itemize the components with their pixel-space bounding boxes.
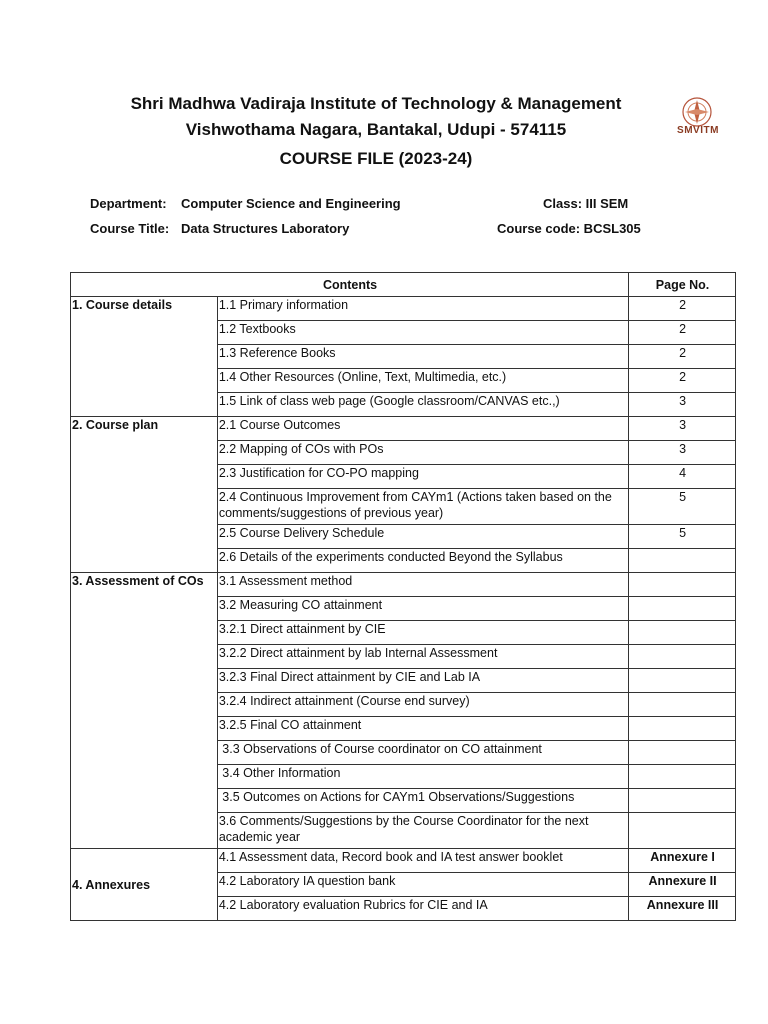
contents-item: 4.1 Assessment data, Record book and IA test answer booklet <box>217 849 628 873</box>
contents-item: 4.2 Laboratory IA question bank <box>217 873 628 897</box>
contents-item: 3.6 Comments/Suggestions by the Course Coordinator for the next academic year <box>217 813 628 849</box>
page-number: 3 <box>629 441 736 465</box>
contents-item: 2.4 Continuous Improvement from CAYm1 (Actions taken based on the comments/suggestions of previous year) <box>217 489 628 525</box>
page-number <box>629 765 736 789</box>
table-row <box>71 417 736 441</box>
contents-item: 3.4 Other Information <box>217 765 628 789</box>
contents-item: 1.3 Reference Books <box>217 345 628 369</box>
contents-item: 1.4 Other Resources (Online, Text, Multimedia, etc.) <box>217 369 628 393</box>
contents-item: 3.2.2 Direct attainment by lab Internal Assessment <box>217 645 628 669</box>
page-number <box>629 789 736 813</box>
contents-item: 1.5 Link of class web page (Google classroom/CANVAS etc.,) <box>217 393 628 417</box>
page-number <box>629 813 736 849</box>
contents-item: 2.6 Details of the experiments conducted Beyond the Syllabus <box>217 549 628 573</box>
page-number: Annexure II <box>629 873 736 897</box>
table-row <box>71 573 736 597</box>
table-header-row <box>71 273 736 297</box>
contents-item: 3.2 Measuring CO attainment <box>217 597 628 621</box>
table-row <box>71 849 736 873</box>
page-number <box>629 621 736 645</box>
contents-item: 2.2 Mapping of COs with POs <box>217 441 628 465</box>
institute-address: Vishwothama Nagara, Bantakal, Udupi - 574115 <box>185 120 567 139</box>
department-value: Computer Science and Engineering <box>181 196 401 211</box>
page-number: 4 <box>629 465 736 489</box>
page-number: 2 <box>629 297 736 321</box>
page-number <box>629 717 736 741</box>
course-title-label: Course Title: <box>90 221 170 236</box>
page-number: 2 <box>629 321 736 345</box>
page-no-header: Page No. <box>629 273 736 297</box>
section-title: 3. Assessment of COs <box>71 573 218 849</box>
contents-item: 1.1 Primary information <box>217 297 628 321</box>
class-info: Class: III SEM <box>543 196 629 211</box>
department-label: Department: <box>90 196 167 211</box>
page-number: Annexure III <box>629 897 736 921</box>
contents-item: 3.5 Outcomes on Actions for CAYm1 Observations/Suggestions <box>217 789 628 813</box>
table-row <box>71 297 736 321</box>
contents-item: 3.2.4 Indirect attainment (Course end survey) <box>217 693 628 717</box>
page-number: Annexure I <box>629 849 736 873</box>
page-number <box>629 669 736 693</box>
institute-name: Shri Madhwa Vadiraja Institute of Technology & Management <box>130 94 622 113</box>
page-number <box>629 549 736 573</box>
contents-table <box>70 272 736 921</box>
logo-text: SMVITM <box>677 125 719 136</box>
page-number: 2 <box>629 369 736 393</box>
contents-item: 3.2.3 Final Direct attainment by CIE and Lab IA <box>217 669 628 693</box>
course-file-title: COURSE FILE (2023-24) <box>279 149 473 168</box>
section-title: 1. Course details <box>71 297 218 417</box>
contents-item: 2.3 Justification for CO-PO mapping <box>217 465 628 489</box>
page-number <box>629 597 736 621</box>
page-number: 3 <box>629 417 736 441</box>
contents-header: Contents <box>71 273 629 297</box>
page-number <box>629 693 736 717</box>
page-number: 2 <box>629 345 736 369</box>
contents-item: 3.1 Assessment method <box>217 573 628 597</box>
section-title: 2. Course plan <box>71 417 218 573</box>
page-number: 5 <box>629 489 736 525</box>
page-number: 5 <box>629 525 736 549</box>
contents-item: 3.2.1 Direct attainment by CIE <box>217 621 628 645</box>
page-number: 3 <box>629 393 736 417</box>
contents-item: 1.2 Textbooks <box>217 321 628 345</box>
page-number <box>629 741 736 765</box>
page-number <box>629 645 736 669</box>
contents-item: 4.2 Laboratory evaluation Rubrics for CIE and IA <box>217 897 628 921</box>
course-code: Course code: BCSL305 <box>497 221 641 236</box>
page-number <box>629 573 736 597</box>
institute-logo-icon <box>672 94 722 144</box>
contents-item: 2.1 Course Outcomes <box>217 417 628 441</box>
contents-item: 3.2.5 Final CO attainment <box>217 717 628 741</box>
contents-item: 2.5 Course Delivery Schedule <box>217 525 628 549</box>
contents-item: 3.3 Observations of Course coordinator on CO attainment <box>217 741 628 765</box>
section-title: 4. Annexures <box>71 849 218 921</box>
course-title-value: Data Structures Laboratory <box>181 221 350 236</box>
